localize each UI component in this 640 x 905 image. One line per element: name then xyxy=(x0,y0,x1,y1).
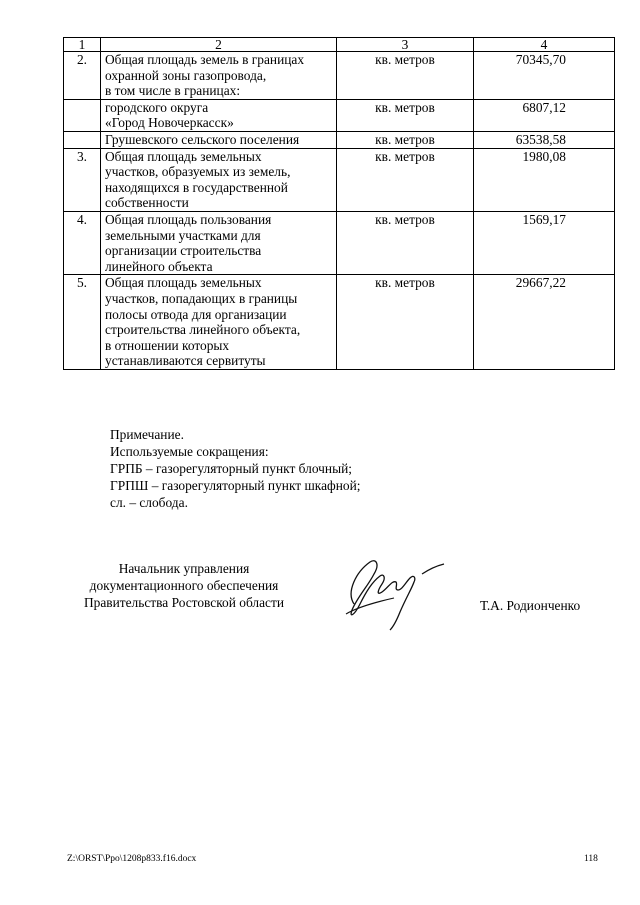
row-name-line: Общая площадь пользования xyxy=(105,211,272,227)
notes-line: Используемые сокращения: xyxy=(110,444,269,459)
notes-block xyxy=(110,426,360,511)
row-name-line: участков, попадающих в границы xyxy=(105,290,298,306)
row-name-line: в отношении которых xyxy=(105,337,230,353)
row-value-cell: 70345,70 xyxy=(474,52,615,100)
row-name-line: городского округа xyxy=(105,99,209,115)
signer-title xyxy=(66,560,302,611)
row-unit-cell: кв. метров xyxy=(337,52,474,100)
row-value-cell: 1980,08 xyxy=(474,148,615,211)
row-name-line: Грушевского сельского поселения xyxy=(105,131,300,147)
row-name-line: «Город Новочеркасск» xyxy=(105,115,234,131)
row-name-line: Общая площадь земельных xyxy=(105,148,262,164)
header-row xyxy=(64,38,615,52)
signer-line: Начальник управления xyxy=(118,561,250,576)
row-name-line: устанавливаются сервитуты xyxy=(105,353,266,369)
row-name-line: Общая площадь земель в границах xyxy=(105,52,305,67)
row-name-line: линейного объекта xyxy=(105,258,213,274)
table-row xyxy=(64,99,615,131)
row-unit-cell: кв. метров xyxy=(337,131,474,148)
row-name-cell xyxy=(101,211,337,274)
table-row xyxy=(64,148,615,211)
row-name-cell xyxy=(101,131,337,148)
header-cell-2: 2 xyxy=(101,38,337,52)
header-cell-4: 4 xyxy=(474,38,615,52)
signer-line: документационного обеспечения xyxy=(89,578,279,593)
table-row xyxy=(64,275,615,370)
row-number-cell xyxy=(64,131,101,148)
row-name-line: строительства линейного объекта, xyxy=(105,322,301,338)
notes-line: ГРПШ – газорегуляторный пункт шкафной; xyxy=(110,478,361,493)
row-name-line: полосы отвода для организации xyxy=(105,306,287,322)
page-number: 118 xyxy=(584,854,598,864)
header-cell-1: 1 xyxy=(64,38,101,52)
row-number-cell: 4. xyxy=(64,211,101,274)
row-number-cell xyxy=(64,99,101,131)
row-name-cell xyxy=(101,148,337,211)
row-name-line: находящихся в государственной xyxy=(105,179,288,195)
row-name-cell xyxy=(101,275,337,370)
row-number-cell: 3. xyxy=(64,148,101,211)
header-cell-3: 3 xyxy=(337,38,474,52)
row-name-line: в том числе в границах: xyxy=(105,83,241,99)
row-unit-cell: кв. метров xyxy=(337,275,474,370)
handwritten-signature xyxy=(336,552,456,632)
table-body xyxy=(64,38,615,370)
footer-file-path: Z:\ORST\Ppo\1208p833.f16.docx xyxy=(67,854,197,864)
row-name-line: земельными участками для xyxy=(105,227,261,243)
notes-title: Примечание. xyxy=(110,427,184,442)
row-value-cell: 1569,17 xyxy=(474,211,615,274)
row-name-line: участков, образуемых из земель, xyxy=(105,164,291,180)
notes-line: ГРПБ – газорегуляторный пункт блочный; xyxy=(110,461,352,476)
row-value-cell: 63538,58 xyxy=(474,131,615,148)
notes-line: сл. – слобода. xyxy=(110,495,188,510)
row-unit-cell: кв. метров xyxy=(337,99,474,131)
table-row xyxy=(64,211,615,274)
row-name-line: охранной зоны газопровода, xyxy=(105,67,267,83)
row-number-cell: 2. xyxy=(64,52,101,100)
table-row xyxy=(64,52,615,100)
row-unit-cell: кв. метров xyxy=(337,148,474,211)
row-name-line: собственности xyxy=(105,195,189,211)
row-value-cell: 6807,12 xyxy=(474,99,615,131)
row-name-line: Общая площадь земельных xyxy=(105,275,262,291)
signer-name: Т.А. Родионченко xyxy=(480,598,581,613)
signer-line: Правительства Ростовской области xyxy=(83,595,285,610)
row-name-line: организации строительства xyxy=(105,243,262,259)
row-value-cell: 29667,22 xyxy=(474,275,615,370)
row-name-cell xyxy=(101,99,337,131)
row-name-cell xyxy=(101,52,337,100)
table-row xyxy=(64,131,615,148)
data-table xyxy=(63,37,615,370)
row-number-cell: 5. xyxy=(64,275,101,370)
row-unit-cell: кв. метров xyxy=(337,211,474,274)
